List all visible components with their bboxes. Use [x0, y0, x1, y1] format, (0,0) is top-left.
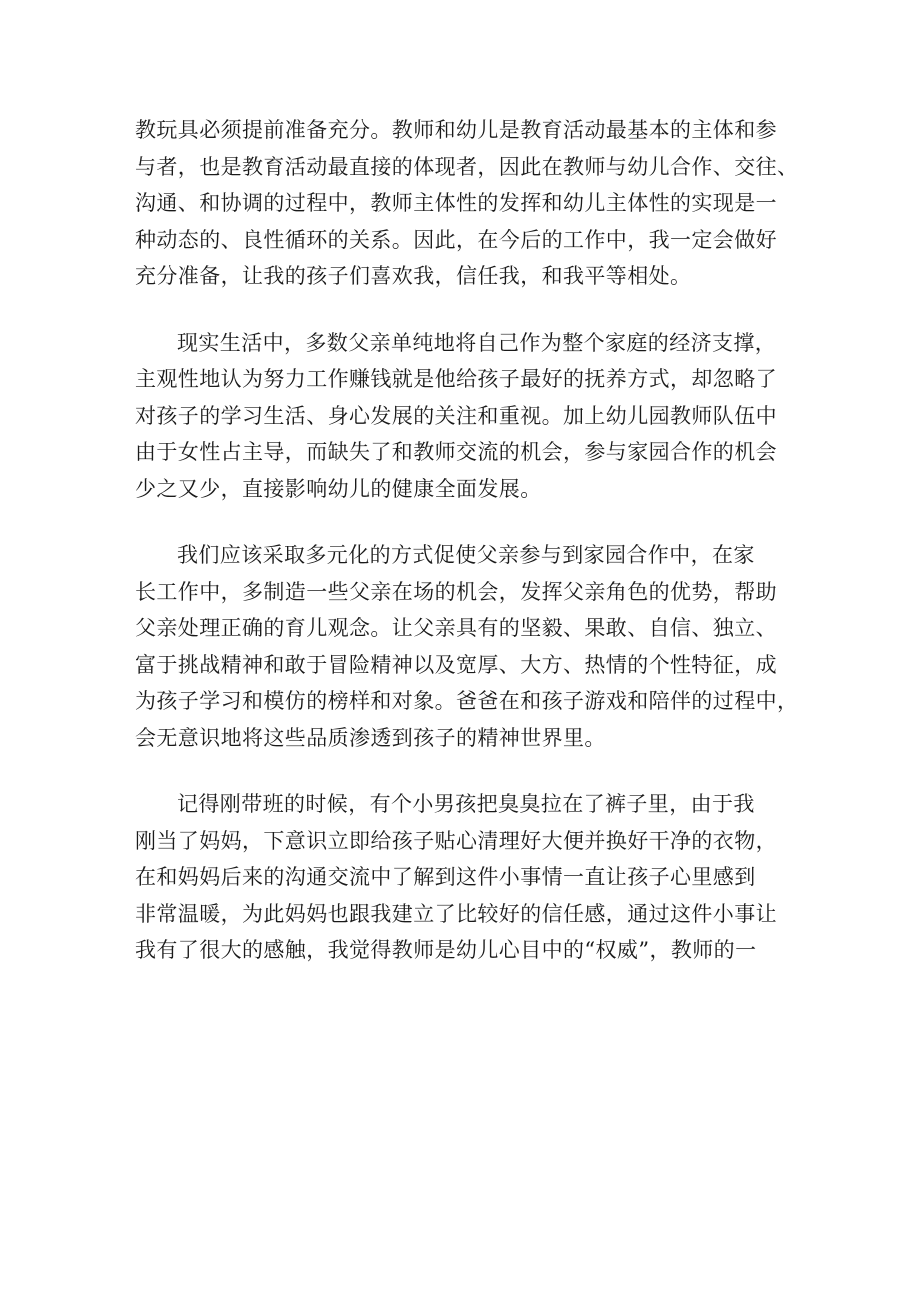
text-line: 由于女性占主导，而缺失了和教师交流的机会，参与家园合作的机会 [135, 440, 777, 464]
text-line: 与者，也是教育活动最直接的体现者，因此在教师与幼儿合作、交往、 [135, 154, 799, 179]
text-line: 沟通、和协调的过程中，教师主体性的发挥和幼儿主体性的实现是一 [135, 191, 777, 215]
paragraph-spacing [135, 756, 785, 786]
text-line: 种动态的、良性循环的关系。因此，在今后的工作中，我一定会做好 [135, 227, 777, 252]
text-line: 在和妈妈后来的沟通交流中了解到这件小事情一直让孩子心里感到 [135, 865, 756, 889]
paragraph-spacing [135, 295, 785, 325]
paragraph-3 [135, 537, 799, 756]
text-line: 对孩子的学习生活、身心发展的关注和重视。加上幼儿园教师队伍中 [135, 403, 777, 428]
paragraph-spacing [135, 507, 785, 537]
paragraph-1 [135, 112, 799, 295]
text-line: 主观性地认为努力工作赚钱就是他给孩子最好的抚养方式，却忽略了 [135, 367, 777, 391]
text-line: 刚当了妈妈，下意识立即给孩子贴心清理好大便并换好干净的衣物， [135, 828, 777, 853]
text-line: 充分准备，让我的孩子们喜欢我，信任我，和我平等相处。 [135, 264, 692, 288]
text-line: 现实生活中，多数父亲单纯地将自己作为整个家庭的经济支撑， [177, 330, 777, 355]
text-line: 记得刚带班的时候，有个小男孩把臭臭拉在了裤子里，由于我 [177, 792, 755, 816]
text-line: 教玩具必须提前准备充分。教师和幼儿是教育活动最基本的主体和参 [135, 118, 777, 142]
document-body [135, 112, 799, 969]
paragraph-2 [135, 325, 785, 508]
text-line: 我有了很大的感触，我觉得教师是幼儿心目中的“权威”，教师的一 [135, 938, 757, 962]
text-line: 父亲处理正确的育儿观念。让父亲具有的坚毅、果敢、自信、独立、 [135, 616, 777, 640]
text-line: 非常温暖，为此妈妈也跟我建立了比较好的信任感，通过这件小事让 [135, 901, 777, 926]
text-line: 长工作中，多制造一些父亲在场的机会，发挥父亲角色的优势，帮助 [135, 579, 777, 604]
paragraph-4 [135, 786, 785, 969]
text-line: 会无意识地将这些品质渗透到孩子的精神世界里。 [135, 725, 606, 750]
text-line: 为孩子学习和模仿的榜样和对象。爸爸在和孩子游戏和陪伴的过程中， [135, 689, 799, 713]
text-line: 富于挑战精神和敢于冒险精神以及宽厚、大方、热情的个性特征，成 [135, 652, 777, 677]
text-line: 我们应该采取多元化的方式促使父亲参与到家园合作中，在家 [177, 543, 755, 567]
text-line: 少之又少，直接影响幼儿的健康全面发展。 [135, 476, 542, 501]
